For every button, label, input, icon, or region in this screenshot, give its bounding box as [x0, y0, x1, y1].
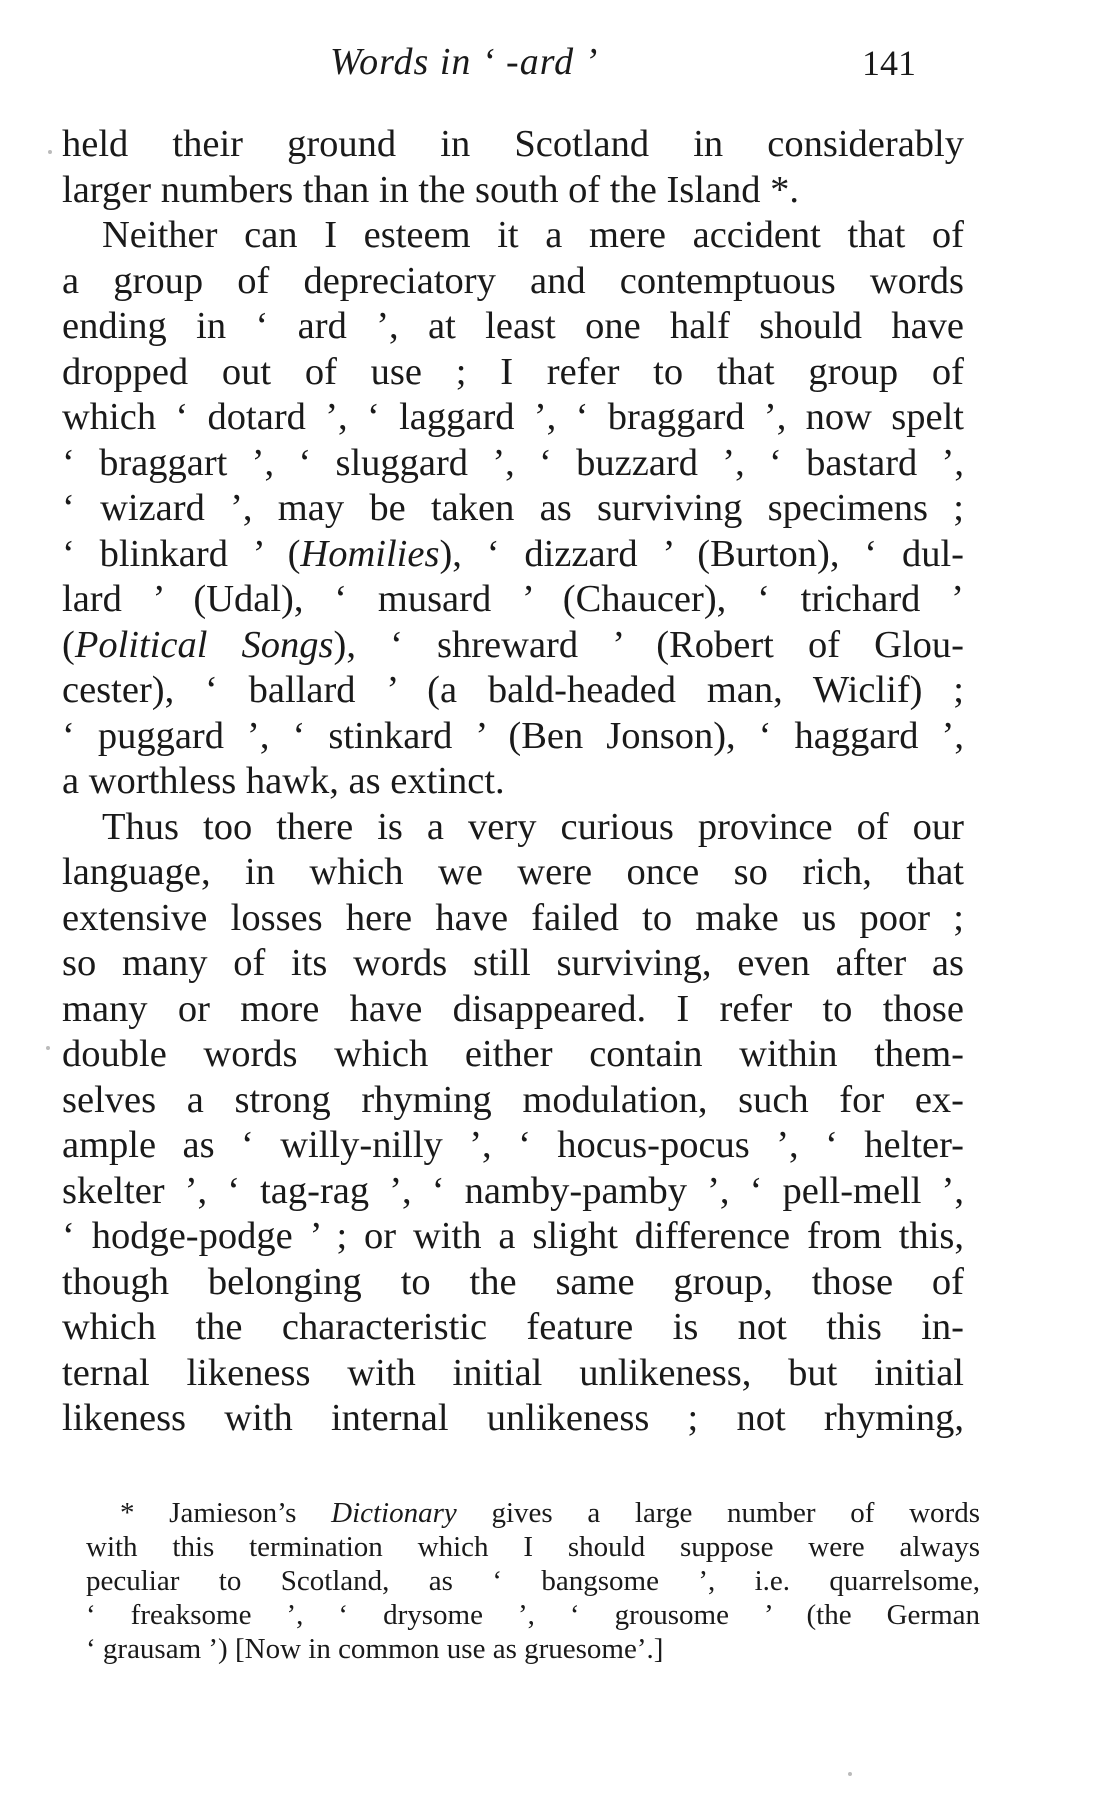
text-line: likeness with internal unlikeness ; not rhyming, — [62, 1397, 964, 1439]
text-line: dropped out of use ; I refer to that group of — [62, 350, 964, 393]
text-line: selves a strong rhyming modulation, such for ex- — [62, 1078, 964, 1121]
text-line: ternal likeness with initial unlikeness, but initial — [62, 1351, 964, 1394]
footnote-line: with this termination which I should suppose were always — [86, 1531, 980, 1563]
body-text — [62, 122, 964, 1442]
footnote-line: peculiar to Scotland, as ‘ bangsome ’, i.e. quarrelsome, — [86, 1565, 980, 1597]
paragraph-start-line: Neither can I esteem it a mere accident that of — [102, 214, 964, 256]
text-line: a group of depreciatory and contemptuous words — [62, 259, 964, 302]
text-line: though belonging to the same group, those of — [62, 1260, 964, 1303]
italic-title: Political Songs — [74, 623, 334, 666]
running-head — [0, 40, 1096, 90]
print-speck — [46, 1046, 50, 1050]
text-segment: ), ‘ dizzard ’ (Burton), ‘ dul- — [439, 532, 964, 575]
text-segment: ( — [62, 623, 75, 666]
text-line: ‘ hodge-podge ’ ; or with a slight difference from this, — [62, 1215, 964, 1257]
text-line: language, in which we were once so rich, that — [62, 851, 964, 893]
text-segment: ‘ blinkard ’ ( — [62, 532, 301, 575]
text-line: ‘ braggart ’, ‘ sluggard ’, ‘ buzzard ’, ‘ bastard ’, — [62, 441, 964, 484]
print-speck — [48, 150, 52, 154]
text-line — [62, 623, 964, 669]
text-line: a worthless hawk, as extinct. — [62, 760, 505, 802]
text-line: skelter ’, ‘ tag-rag ’, ‘ namby-pamby ’, ‘ pell-mell ’, — [62, 1169, 964, 1212]
paragraph-start-line: Thus too there is a very curious province of our — [102, 805, 964, 848]
text-line: ending in ‘ ard ’, at least one half should have — [62, 305, 964, 347]
print-speck — [848, 1772, 852, 1776]
text-line: held their ground in Scotland in considerably — [62, 123, 964, 165]
text-line: cester), ‘ ballard ’ (a bald-headed man, Wiclif) ; — [62, 669, 964, 711]
text-line — [62, 532, 964, 578]
italic-title: Dictionary — [331, 1497, 457, 1529]
text-line: double words which either contain within them- — [62, 1033, 964, 1075]
text-line: many or more have disappeared. I refer to those — [62, 987, 964, 1030]
italic-title: Homilies — [300, 532, 440, 575]
footnote-line: ‘ freaksome ’, ‘ drysome ’, ‘ grousome ’ (the German — [86, 1599, 980, 1631]
text-line: ample as ‘ willy-nilly ’, ‘ hocus-pocus ’, ‘ helter- — [62, 1124, 964, 1166]
text-segment: * Jamieson’s — [120, 1497, 332, 1529]
footnote-line — [86, 1496, 980, 1530]
text-line: ‘ wizard ’, may be taken as surviving specimens ; — [62, 487, 964, 529]
text-line: which ‘ dotard ’, ‘ laggard ’, ‘ braggard ’, now spelt — [62, 396, 964, 438]
text-segment: gives a large number of words — [456, 1497, 980, 1529]
text-line: extensive losses here have failed to make us poor ; — [62, 896, 964, 939]
text-line: which the characteristic feature is not this in- — [62, 1306, 964, 1348]
text-line: larger numbers than in the south of the Island *. — [62, 168, 800, 211]
running-title: Words in ‘ -ard ’ — [330, 41, 599, 83]
page-number: 141 — [862, 43, 916, 83]
footnote — [86, 1496, 980, 1666]
text-line: so many of its words still surviving, even after as — [62, 942, 964, 984]
text-line: ‘ puggard ’, ‘ stinkard ’ (Ben Jonson), ‘ haggard ’, — [62, 714, 964, 757]
footnote-line: ‘ grausam ’) [Now in common use as gruesome’.] — [86, 1633, 664, 1665]
text-segment: ), ‘ shreward ’ (Robert of Glou- — [333, 623, 964, 666]
text-line: lard ’ (Udal), ‘ musard ’ (Chaucer), ‘ trichard ’ — [62, 578, 964, 620]
